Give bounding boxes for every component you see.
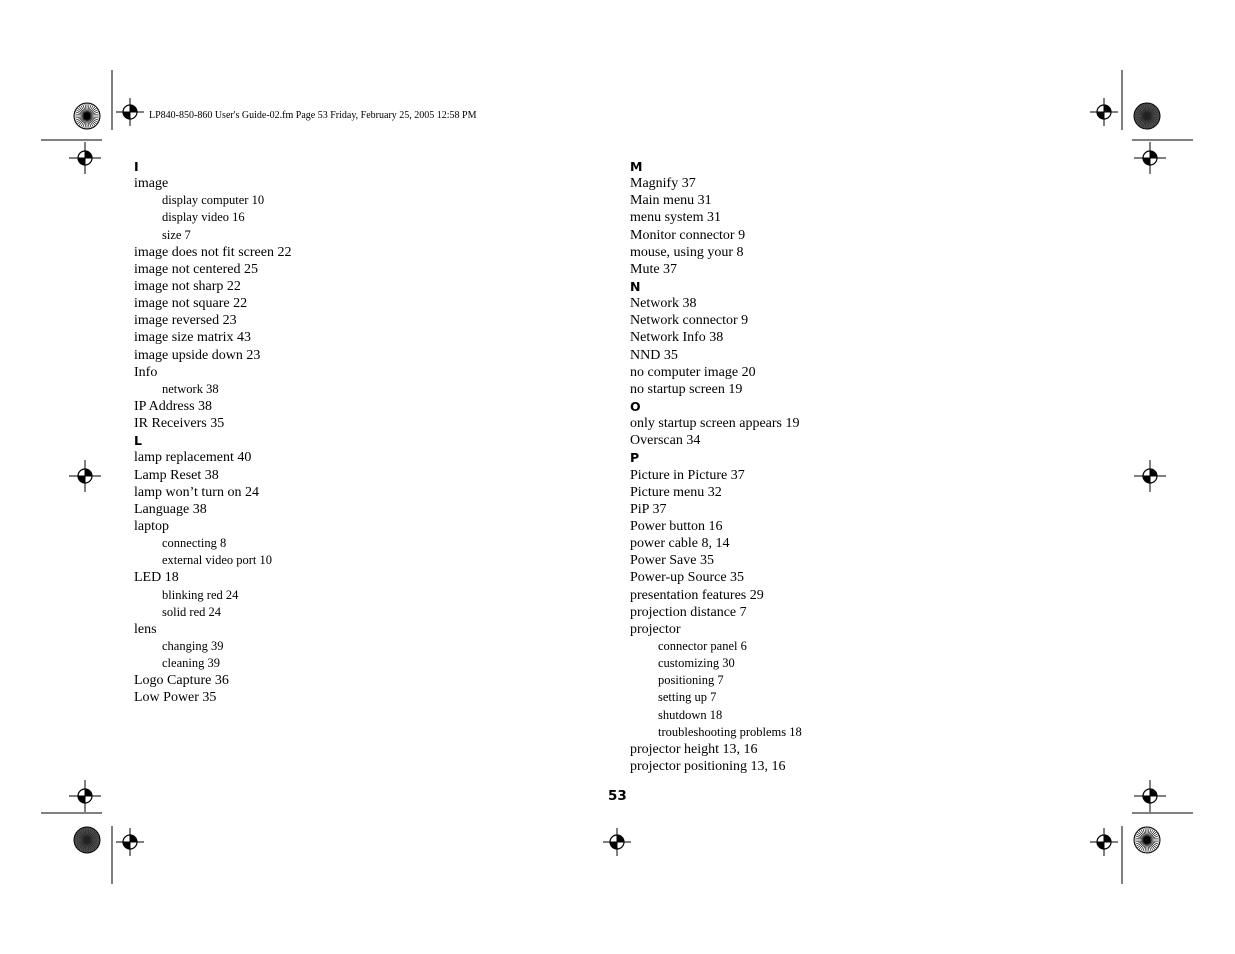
index-entry: menu system 31 <box>630 210 721 226</box>
index-entry: IR Receivers 35 <box>134 416 225 432</box>
index-entry: Low Power 35 <box>134 690 217 706</box>
index-entry: NND 35 <box>630 347 678 363</box>
index-subentry: network 38 <box>162 381 219 396</box>
index-subentry: display computer 10 <box>162 193 265 208</box>
index-column-left <box>134 158 291 707</box>
index-column-right <box>630 158 802 775</box>
index-letter-heading: M <box>630 159 643 174</box>
index-entry: Network connector 9 <box>630 313 749 329</box>
index-subentry: blinking red 24 <box>162 587 239 602</box>
index-letter-heading: P <box>630 450 640 466</box>
index-entry: Info <box>134 364 158 380</box>
index-entry: Language 38 <box>134 501 207 517</box>
index-entry: projection distance 7 <box>630 604 747 620</box>
index-entry: IP Address 38 <box>134 398 213 414</box>
index-entry: no startup screen 19 <box>630 381 743 397</box>
index-subentry: setting up 7 <box>658 690 717 705</box>
index-entry: Network Info 38 <box>630 330 724 346</box>
index-subentry: customizing 30 <box>658 656 735 671</box>
index-entry: image upside down 23 <box>134 347 261 363</box>
index-entry: Picture menu 32 <box>630 484 722 500</box>
index-entry: Power Save 35 <box>630 553 714 569</box>
index-entry: Magnify 37 <box>630 176 696 192</box>
index-entry: projector positioning 13, 16 <box>630 758 786 774</box>
index-entry: image not sharp 22 <box>134 278 241 294</box>
index-subentry: troubleshooting problems 18 <box>658 724 802 739</box>
page-number: 53 <box>608 788 627 804</box>
index-entry: Overscan 34 <box>630 433 701 449</box>
index-letter-heading: N <box>630 278 641 294</box>
index-subentry: cleaning 39 <box>162 656 220 671</box>
index-entry: no computer image 20 <box>630 364 756 380</box>
index-entry: Main menu 31 <box>630 193 712 209</box>
index-subentry: size 7 <box>162 227 191 242</box>
index-entry: Logo Capture 36 <box>134 673 229 689</box>
index-letter-heading: O <box>630 398 641 414</box>
index-entry: image reversed 23 <box>134 313 237 329</box>
index-entry: lens <box>134 621 157 637</box>
index-entry: power cable 8, 14 <box>630 536 730 552</box>
print-slug: LP840-850-860 User's Guide-02.fm Page 53 Friday, February 25, 2005 12:58 PM <box>149 110 477 121</box>
index-entry: projector <box>630 621 681 637</box>
index-entry: lamp replacement 40 <box>134 450 252 466</box>
index-entry: Picture in Picture 37 <box>630 467 745 483</box>
index-entry: image <box>134 176 169 192</box>
index-subentry: connecting 8 <box>162 536 227 551</box>
index-entry: Power-up Source 35 <box>630 570 745 586</box>
index-entry: image does not fit screen 22 <box>134 244 292 260</box>
index-letter-heading: I <box>134 159 139 174</box>
index-subentry: positioning 7 <box>658 673 724 688</box>
index-entry: image size matrix 43 <box>134 330 252 346</box>
index-entry: lamp won’t turn on 24 <box>134 484 259 500</box>
index-entry: Monitor connector 9 <box>630 227 746 243</box>
index-entry: Lamp Reset 38 <box>134 467 219 483</box>
index-subentry: solid red 24 <box>162 604 222 619</box>
index-entry: Mute 37 <box>630 261 678 277</box>
index-entry: image not centered 25 <box>134 261 259 277</box>
index-subentry: shutdown 18 <box>658 707 723 722</box>
index-entry: Network 38 <box>630 296 697 312</box>
index-entry: LED 18 <box>134 570 179 586</box>
index-entry: Power button 16 <box>630 518 723 534</box>
index-subentry: changing 39 <box>162 638 224 653</box>
index-entry: projector height 13, 16 <box>630 741 758 757</box>
index-entry: presentation features 29 <box>630 587 764 603</box>
index-subentry: external video port 10 <box>162 553 273 568</box>
index-entry: PiP 37 <box>630 501 667 517</box>
index-subentry: connector panel 6 <box>658 638 747 653</box>
index-entry: mouse, using your 8 <box>630 244 744 260</box>
index-subentry: display video 16 <box>162 210 245 225</box>
index-entry: laptop <box>134 518 169 534</box>
index-entry: only startup screen appears 19 <box>630 416 800 432</box>
index-entry: image not square 22 <box>134 296 248 312</box>
index-letter-heading: L <box>134 433 142 449</box>
